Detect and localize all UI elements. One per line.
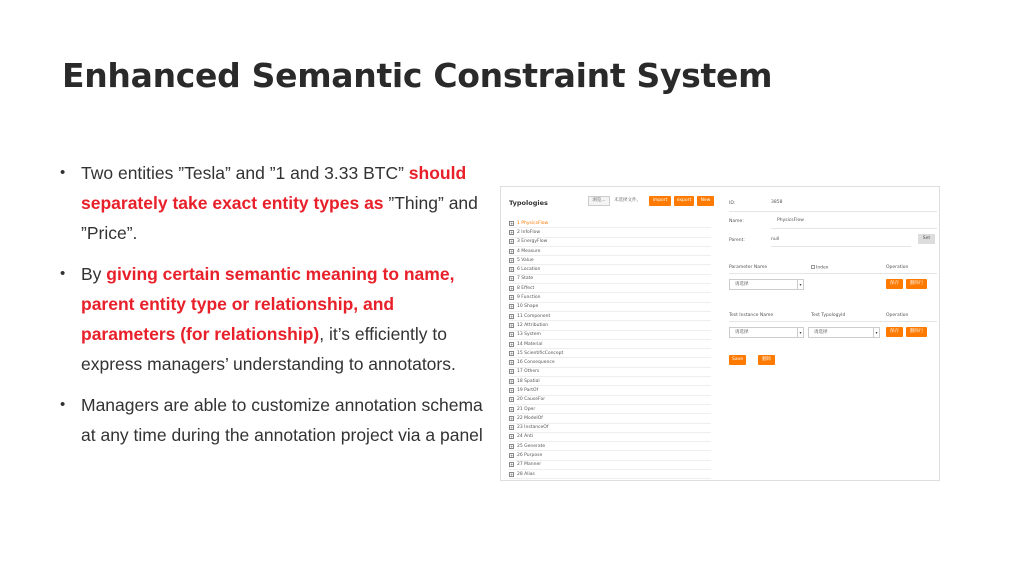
expand-icon[interactable]: + [510,276,514,282]
typology-label: 18 Spatial [517,378,540,384]
expand-icon[interactable]: + [510,471,514,477]
typology-item[interactable] [509,396,711,405]
new-button[interactable]: New [697,196,714,206]
typology-label: 21 Oper [517,406,536,412]
typology-item[interactable] [509,303,711,312]
expand-icon[interactable]: + [510,397,514,403]
typology-item[interactable] [509,424,711,433]
expand-icon[interactable]: + [510,425,514,431]
typology-item[interactable] [509,275,711,284]
typology-item[interactable] [509,358,711,367]
typology-label: 27 Manner [517,462,542,468]
typology-item[interactable] [509,228,711,237]
typology-item[interactable] [509,451,711,460]
chevron-down-icon: ▾ [873,328,879,337]
expand-icon[interactable]: + [510,369,514,375]
name-field[interactable]: PhysicsFlow [777,218,804,223]
typology-label: 10 Shape [517,304,539,310]
typology-label: 22 ModelOf [517,415,543,421]
checkbox-icon[interactable] [811,265,815,269]
typology-label: 5 Value [517,257,534,263]
typology-item[interactable] [509,433,711,442]
typology-item[interactable] [509,340,711,349]
bullet-item-1 [58,158,488,248]
delete-row-button[interactable]: 删除行 [906,279,927,289]
bullet-text: By [81,264,107,284]
divider [771,228,937,229]
chevron-down-icon: ▾ [797,328,803,337]
typology-item[interactable] [509,256,711,265]
expand-icon[interactable]: + [510,285,514,291]
save-row-button[interactable]: 保存 [886,279,903,289]
typology-panel-screenshot [500,186,940,481]
typology-item[interactable] [509,293,711,302]
typology-item[interactable] [509,219,711,228]
slide-title: Enhanced Semantic Constraint System [62,56,773,95]
export-button[interactable]: export [674,196,694,206]
operation-header: Operation [886,265,909,270]
index-header-label: Index [816,265,829,271]
typology-item[interactable] [509,386,711,395]
expand-icon[interactable]: + [510,257,514,263]
typology-label: 20 CauseFor [517,397,546,403]
expand-icon[interactable]: + [510,453,514,459]
bullet-text: Managers are able to customize annotation schema at any time during the annotation project via a panel [81,395,483,445]
save-row-button-2[interactable]: 保存 [886,327,903,337]
expand-icon[interactable]: + [510,341,514,347]
expand-icon[interactable]: + [510,406,514,412]
divider [771,246,911,247]
bullet-text: ”Thing” and ”Price”. [81,193,478,243]
typology-label: 11 Component [517,313,551,319]
typology-item[interactable] [509,414,711,423]
delete-row-button-2[interactable]: 删除行 [906,327,927,337]
expand-icon[interactable]: + [510,387,514,393]
typology-label: 28 Alias [517,471,535,477]
expand-icon[interactable]: + [510,267,514,273]
operation-header-2: Operation [886,313,909,318]
chevron-down-icon: ▾ [797,280,803,289]
bullet-list [58,158,488,461]
expand-icon[interactable]: + [510,378,514,384]
bullet-highlight: should separately take exact entity types as [81,163,467,213]
typology-label: 12 Attribution [517,322,549,328]
typology-item[interactable] [509,377,711,386]
typology-item[interactable] [509,265,711,274]
import-button[interactable]: import [649,196,671,206]
file-status: 未选择文件。 [614,198,641,203]
expand-icon[interactable]: + [510,360,514,366]
expand-icon[interactable]: + [510,443,514,449]
test-instance-select[interactable] [729,327,804,338]
typology-item[interactable] [509,442,711,451]
typology-list [509,219,711,479]
bullet-text: , it’s efficiently to express managers’ understanding to annotators. [81,324,456,374]
id-label: ID： [729,201,739,206]
expand-icon[interactable]: + [510,415,514,421]
browse-file-button[interactable]: 浏览... [588,196,610,206]
typology-item[interactable] [509,321,711,330]
divider [729,211,937,212]
parameter-name-header: Parameter Name [729,265,768,270]
delete-button[interactable]: 删除 [758,355,775,365]
expand-icon[interactable]: + [510,313,514,319]
typology-item[interactable] [509,405,711,414]
index-header [811,265,828,271]
typology-item[interactable] [509,331,711,340]
typology-item[interactable] [509,349,711,358]
test-typology-header: Test TypologyId [811,313,846,318]
bullet-highlight: giving certain semantic meaning to name, parent entity type or relationship, and parameters (for relationship) [81,264,455,344]
expand-icon[interactable]: + [510,332,514,338]
typology-label: 15 ScientificConcept [517,350,564,356]
typology-label: 4 Measure [517,248,541,254]
typology-label: 8 Effect [517,285,535,291]
bullet-text: Two entities ”Tesla” and ”1 and 3.33 BTC” [81,163,409,183]
typology-item[interactable] [509,238,711,247]
parent-label: Parent： [729,238,748,243]
typology-label: 9 Function [517,295,541,301]
test-typology-select[interactable] [808,327,880,338]
typology-label: 3 EnergyFlow [517,239,548,245]
typology-label: 25 Generate [517,443,546,449]
expand-icon[interactable]: + [510,434,514,440]
bullet-item-3 [58,390,488,450]
typology-label: 26 Purpose [517,453,543,459]
typology-item[interactable] [509,284,711,293]
expand-icon[interactable]: + [510,239,514,245]
test-instance-header: Test Instance Name [729,313,774,318]
set-button[interactable]: Set [918,234,935,244]
divider [729,273,937,274]
select-value: 请选择 [735,330,749,335]
expand-icon[interactable]: + [510,248,514,254]
typology-item[interactable] [509,368,711,377]
name-label: Name： [729,219,747,224]
typology-label: 7 State [517,276,534,282]
divider [729,321,937,322]
expand-icon[interactable]: + [510,220,514,226]
typology-label: 24 Anti [517,434,534,440]
expand-icon[interactable]: + [510,322,514,328]
typology-item[interactable] [509,312,711,321]
typology-label: 17 Others [517,369,540,375]
id-value: 3858 [771,200,783,205]
typology-label: 6 Location [517,267,541,273]
bullet-item-2 [58,259,488,379]
expand-icon[interactable]: + [510,462,514,468]
typology-label: 23 InstanceOf [517,425,549,431]
save-button[interactable]: Save [729,355,746,365]
typology-label: 2 InfoFlow [517,229,541,235]
expand-icon[interactable]: + [510,304,514,310]
typology-item[interactable] [509,461,711,470]
expand-icon[interactable]: + [510,229,514,235]
typology-label: 13 System [517,332,541,338]
typology-label: 1 PhysicsFlow [517,220,549,226]
typology-label: 14 Material [517,341,543,347]
select-value: 请选择 [814,330,828,335]
expand-icon[interactable]: + [510,295,514,301]
select-value: 请选择 [735,282,749,287]
typology-item[interactable] [509,247,711,256]
expand-icon[interactable]: + [510,350,514,356]
panel-heading: Typologies [509,199,548,207]
typology-item[interactable] [509,470,711,479]
parent-field[interactable]: null [771,237,780,242]
typology-label: 19 PartOf [517,387,539,393]
typology-label: 16 Consequence [517,360,555,366]
parameter-select[interactable] [729,279,804,290]
